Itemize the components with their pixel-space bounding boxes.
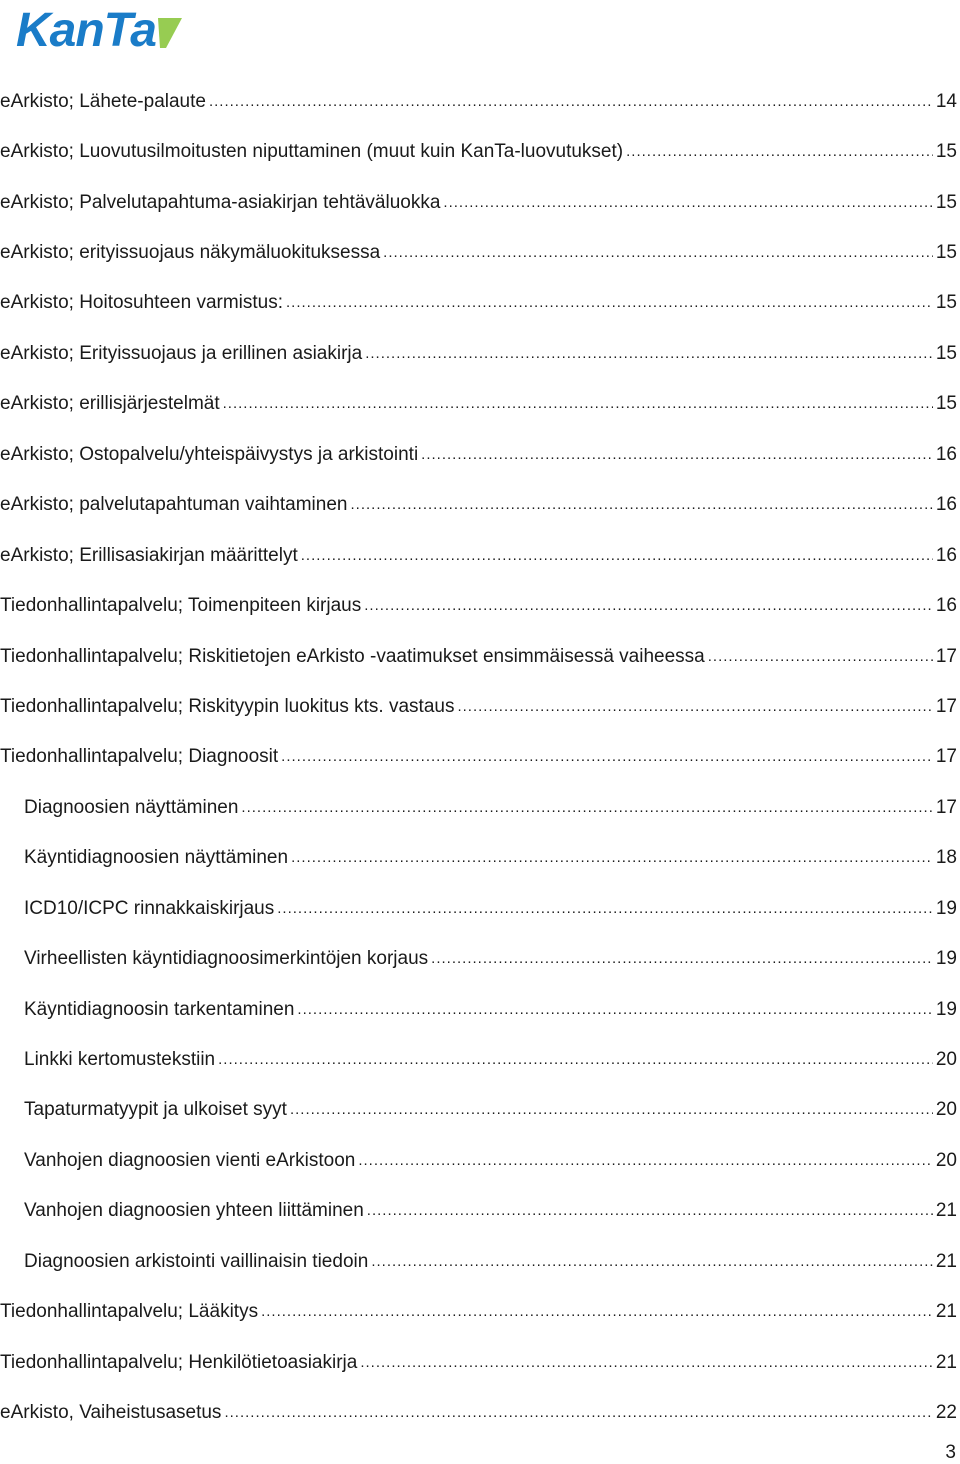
toc-entry-page[interactable]: 15 — [935, 342, 957, 364]
toc-entry[interactable] — [0, 631, 957, 681]
toc-entry-page[interactable]: 16 — [935, 544, 957, 566]
toc-entry[interactable] — [0, 681, 957, 731]
toc-entry-page[interactable]: 15 — [935, 292, 957, 314]
toc-entry-title[interactable]: eArkisto; palvelutapahtuman vaihtaminen — [0, 494, 348, 516]
toc-entry-page[interactable]: 17 — [935, 746, 957, 768]
toc-dot-leader — [431, 949, 933, 968]
toc-entry-page[interactable]: 17 — [935, 695, 957, 717]
toc-entry[interactable] — [0, 732, 957, 782]
toc-entry[interactable] — [0, 126, 957, 176]
toc-dot-leader — [261, 1302, 933, 1321]
toc-entry-title[interactable]: Tapaturmatyypit ja ulkoiset syyt — [24, 1099, 287, 1121]
toc-entry[interactable] — [0, 530, 957, 580]
toc-entry-title[interactable]: eArkisto; Erillisasiakirjan määrittelyt — [0, 544, 298, 566]
toc-entry-page[interactable]: 17 — [935, 796, 957, 818]
toc-entry[interactable] — [0, 227, 957, 277]
toc-entry-title[interactable]: eArkisto; Hoitosuhteen varmistus: — [0, 292, 284, 314]
toc-entry[interactable] — [0, 580, 957, 630]
table-of-contents — [0, 76, 957, 1438]
toc-entry-title[interactable]: eArkisto; Palvelutapahtuma-asiakirjan tehtäväluokka — [0, 191, 441, 213]
toc-entry-title[interactable]: eArkisto; Erityissuojaus ja erillinen asiakirja — [0, 342, 363, 364]
toc-entry-page[interactable]: 21 — [935, 1200, 957, 1222]
toc-dot-leader — [367, 1201, 933, 1220]
toc-dot-leader — [241, 798, 932, 817]
toc-dot-leader — [224, 1403, 932, 1422]
toc-entry[interactable] — [0, 480, 957, 530]
toc-entry[interactable] — [0, 278, 957, 328]
toc-dot-leader — [209, 92, 933, 111]
toc-entry-page[interactable]: 15 — [935, 141, 957, 163]
toc-dot-leader — [708, 647, 933, 666]
toc-entry-title[interactable]: Tiedonhallintapalvelu; Toimenpiteen kirjaus — [0, 595, 362, 617]
toc-entry-title[interactable]: eArkisto; Ostopalvelu/yhteispäivystys ja arkistointi — [0, 443, 419, 465]
toc-dot-leader — [286, 293, 933, 312]
toc-entry-page[interactable]: 19 — [935, 948, 957, 970]
toc-entry-page[interactable]: 19 — [935, 998, 957, 1020]
logo-wordmark: KanTa — [16, 4, 156, 52]
toc-dot-leader — [218, 1050, 933, 1069]
toc-entry[interactable] — [0, 1287, 957, 1337]
toc-entry-title[interactable]: Tiedonhallintapalvelu; Riskitietojen eArkisto -vaatimukset ensimmäisessä vaiheessa — [0, 645, 705, 667]
toc-dot-leader — [223, 394, 933, 413]
toc-dot-leader — [371, 1252, 933, 1271]
toc-entry-title[interactable]: Tiedonhallintapalvelu; Riskityypin luokitus kts. vastaus — [0, 695, 455, 717]
toc-entry-page[interactable]: 14 — [935, 90, 957, 112]
toc-entry-title[interactable]: eArkisto; erityissuojaus näkymäluokituksessa — [0, 242, 381, 264]
toc-entry[interactable] — [0, 177, 957, 227]
toc-entry-title[interactable]: eArkisto, Vaiheistusasetus — [0, 1402, 222, 1424]
toc-entry-title[interactable]: Käyntidiagnoosin tarkentaminen — [24, 998, 295, 1020]
toc-entry-title[interactable]: Vanhojen diagnoosien vienti eArkistoon — [24, 1149, 356, 1171]
toc-entry-page[interactable]: 15 — [935, 242, 957, 264]
toc-entry-title[interactable]: Linkki kertomustekstiin — [24, 1049, 216, 1071]
page-number: 3 — [945, 1442, 956, 1463]
toc-entry-page[interactable]: 21 — [935, 1250, 957, 1272]
toc-entry-page[interactable]: 20 — [935, 1149, 957, 1171]
toc-entry-title[interactable]: Tiedonhallintapalvelu; Henkilötietoasiakirja — [0, 1351, 358, 1373]
toc-entry-title[interactable]: ICD10/ICPC rinnakkaiskirjaus — [24, 897, 275, 919]
toc-entry-page[interactable]: 17 — [935, 645, 957, 667]
toc-dot-leader — [443, 193, 932, 212]
toc-entry[interactable] — [0, 1337, 957, 1387]
toc-entry[interactable] — [0, 833, 957, 883]
toc-entry-title[interactable]: eArkisto; erillisjärjestelmät — [0, 393, 220, 415]
toc-entry[interactable] — [0, 379, 957, 429]
toc-entry-page[interactable]: 21 — [935, 1351, 957, 1373]
toc-entry-page[interactable]: 18 — [935, 847, 957, 869]
toc-entry-title[interactable]: Käyntidiagnoosien näyttäminen — [24, 847, 289, 869]
toc-entry-page[interactable]: 19 — [935, 897, 957, 919]
toc-entry[interactable] — [0, 782, 957, 832]
toc-entry[interactable] — [0, 328, 957, 378]
toc-entry-title[interactable]: eArkisto; Luovutusilmoitusten niputtaminen (muut kuin KanTa-luovutukset) — [0, 141, 624, 163]
toc-entry-page[interactable]: 22 — [935, 1402, 957, 1424]
toc-entry[interactable] — [0, 429, 957, 479]
toc-dot-leader — [350, 495, 932, 514]
toc-entry-title[interactable]: Diagnoosien näyttäminen — [24, 796, 239, 818]
toc-entry[interactable] — [0, 1034, 957, 1084]
toc-entry[interactable] — [0, 984, 957, 1034]
toc-dot-leader — [297, 1000, 932, 1019]
toc-entry-page[interactable]: 20 — [935, 1099, 957, 1121]
toc-entry-page[interactable]: 21 — [935, 1301, 957, 1323]
toc-entry-page[interactable]: 16 — [935, 595, 957, 617]
toc-entry[interactable] — [0, 1085, 957, 1135]
toc-dot-leader — [421, 445, 933, 464]
toc-dot-leader — [281, 747, 933, 766]
toc-dot-leader — [290, 1100, 933, 1119]
toc-entry[interactable] — [0, 1186, 957, 1236]
toc-entry[interactable] — [0, 1387, 957, 1437]
toc-entry[interactable] — [0, 1236, 957, 1286]
toc-entry-page[interactable]: 16 — [935, 443, 957, 465]
toc-dot-leader — [358, 1151, 933, 1170]
toc-dot-leader — [360, 1353, 933, 1372]
toc-entry-title[interactable]: Tiedonhallintapalvelu; Lääkitys — [0, 1301, 259, 1323]
toc-dot-leader — [365, 344, 933, 363]
toc-entry-page[interactable]: 20 — [935, 1049, 957, 1071]
toc-entry-title[interactable]: Tiedonhallintapalvelu; Diagnoosit — [0, 746, 279, 768]
toc-entry-title[interactable]: eArkisto; Lähete-palaute — [0, 90, 206, 112]
toc-entry[interactable] — [0, 76, 957, 126]
toc-dot-leader — [383, 243, 933, 262]
toc-entry-title[interactable]: Virheellisten käyntidiagnoosimerkintöjen korjaus — [24, 948, 429, 970]
toc-entry[interactable] — [0, 1135, 957, 1185]
toc-entry-title[interactable]: Diagnoosien arkistointi vaillinaisin tiedoin — [24, 1250, 369, 1272]
toc-dot-leader — [457, 697, 932, 716]
toc-dot-leader — [277, 899, 933, 918]
toc-entry[interactable] — [0, 883, 957, 933]
toc-entry-page[interactable]: 16 — [935, 494, 957, 516]
toc-dot-leader — [291, 848, 933, 867]
toc-entry-page[interactable]: 15 — [935, 393, 957, 415]
toc-dot-leader — [364, 596, 933, 615]
toc-dot-leader — [626, 142, 933, 161]
toc-entry-page[interactable]: 15 — [935, 191, 957, 213]
toc-entry-title[interactable]: Vanhojen diagnoosien yhteen liittäminen — [24, 1200, 364, 1222]
toc-entry[interactable] — [0, 933, 957, 983]
kanta-logo — [16, 4, 182, 52]
toc-dot-leader — [301, 546, 933, 565]
